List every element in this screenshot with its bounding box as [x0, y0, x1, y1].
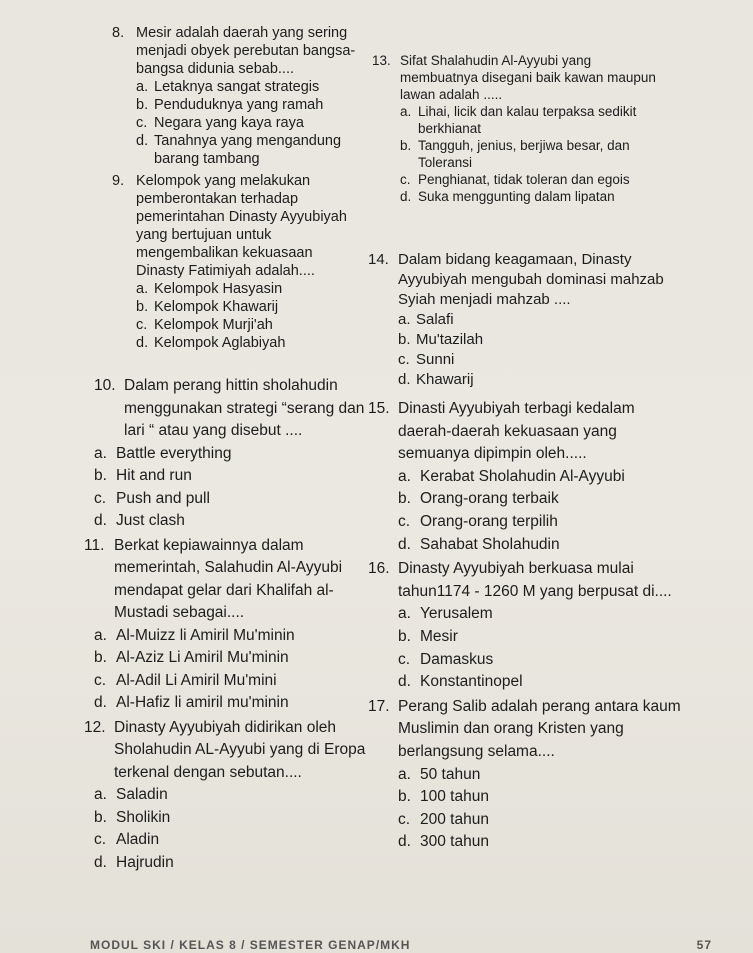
- question-10: [94, 375, 374, 533]
- option-c: c. 200 tahun: [398, 810, 489, 828]
- option-b: b. Mu'tazilah: [398, 331, 484, 348]
- option-a: a. Battle everything: [94, 444, 232, 462]
- question-stem: Kelompok yang melakukan pemberontakan terhadap pemerintahan Dinasty Ayyubiyah yang bertujuan untuk mengembalikan kekuasaan Dinasty Fatimiyah adalah....: [136, 173, 347, 279]
- question-stem: Mesir adalah daerah yang sering menjadi obyek perebutan bangsa-bangsa didunia sebab....: [136, 25, 356, 77]
- page-number: 57: [696, 938, 712, 952]
- question-12: [84, 717, 374, 875]
- option-b: b. Hit and run: [94, 467, 192, 484]
- option-d: d. Kelompok Aglabiyah: [136, 335, 286, 351]
- question-number: 13.: [372, 53, 391, 68]
- question-15: [368, 398, 688, 556]
- question-number: 12.: [84, 718, 106, 736]
- option-d: d. Hajrudin: [94, 853, 174, 871]
- question-stem: Dalam bidang keagamaan, Dinasty Ayyubiyah mengubah dominasi mahzab Syiah menjadi mahzab ....: [398, 251, 664, 308]
- option-a: a. Salafi: [398, 311, 454, 328]
- question-9: [112, 172, 362, 352]
- question-16: [368, 558, 688, 694]
- option-a: a. Al-Muizz li Amiril Mu'minin: [94, 626, 295, 644]
- option-b: b. 100 tahun: [398, 788, 489, 806]
- question-stem: Perang Salib adalah perang antara kaum Muslimin dan orang Kristen yang berlangsung selama....: [398, 697, 681, 760]
- option-c: c. Kelompok Murji'ah: [136, 317, 273, 333]
- option-c: c. Damaskus: [398, 650, 494, 668]
- option-b: b. Kelompok Khawarij: [136, 299, 279, 315]
- option-a: a. Kerabat Sholahudin Al-Ayyubi: [398, 467, 625, 485]
- option-c: c. Push and pull: [94, 489, 210, 507]
- question-number: 9.: [112, 173, 125, 189]
- question-14: [368, 250, 668, 390]
- question-number: 14.: [368, 251, 389, 268]
- option-d: d. Suka menggunting dalam lipatan: [400, 189, 615, 204]
- option-a: a. 50 tahun: [398, 765, 481, 783]
- option-a: a. Lihai, licik dan kalau terpaksa sedikit berkhianat: [400, 104, 637, 136]
- question-stem: Dinasty Ayyubiyah didirikan oleh Sholahudin AL-Ayyubi yang di Eropa terkenal dengan sebutan....: [114, 718, 366, 781]
- question-number: 17.: [368, 697, 390, 715]
- option-c: c. Penghianat, tidak toleran dan egois: [400, 172, 630, 187]
- footer-text: MODUL SKI / KELAS 8 / SEMESTER GENAP/MKH: [90, 938, 411, 952]
- option-d: d. Just clash: [94, 512, 185, 529]
- option-d: d. 300 tahun: [398, 833, 489, 851]
- option-d: d. Sahabat Sholahudin: [398, 535, 560, 553]
- right-column-lower: [368, 398, 688, 856]
- question-number: 16.: [368, 560, 390, 578]
- left-column-lower: [84, 375, 374, 876]
- question-stem: Berkat kepiawainnya dalam memerintah, Salahudin Al-Ayyubi mendapat gelar dari Khalifah al-Mustadi sebagai....: [114, 536, 343, 621]
- option-b: b. Orang-orang terbaik: [398, 490, 559, 508]
- question-11: [84, 535, 374, 715]
- option-b: b. Tangguh, jenius, berjiwa besar, dan Toleransi: [400, 138, 630, 170]
- question-17: [368, 696, 688, 854]
- option-c: c. Sunni: [398, 351, 455, 368]
- option-d: d. Tanahnya yang mengandung barang tambang: [136, 133, 342, 167]
- option-b: b. Penduduknya yang ramah: [136, 97, 324, 113]
- page-footer: [90, 938, 750, 953]
- question-8: [112, 24, 362, 168]
- question-number: 8.: [112, 25, 125, 41]
- right-column-mid: [368, 250, 668, 392]
- option-c: c. Negara yang kaya raya: [136, 115, 304, 131]
- question-stem: Dalam perang hittin sholahudin menggunakan strategi “serang dan lari “ atau yang disebut ....: [124, 377, 365, 439]
- question-stem: Sifat Shalahudin Al-Ayyubi yang membuatnya disegani baik kawan maupun lawan adalah .....: [400, 53, 656, 102]
- option-a: a. Yerusalem: [398, 605, 493, 623]
- question-stem: Dinasty Ayyubiyah berkuasa mulai tahun1174 - 1260 M yang berpusat di....: [398, 560, 672, 600]
- option-a: a. Letaknya sangat strategis: [136, 79, 320, 95]
- option-c: c. Aladin: [94, 831, 160, 848]
- right-column-upper: [372, 52, 662, 207]
- option-d: d. Al-Hafiz li amiril mu'minin: [94, 694, 289, 711]
- option-c: c. Orang-orang terpilih: [398, 512, 558, 530]
- left-column: [112, 24, 362, 354]
- option-d: d. Khawarij: [398, 371, 474, 388]
- option-b: b. Al-Aziz Li Amiril Mu'minin: [94, 649, 289, 666]
- option-a: a. Saladin: [94, 786, 168, 803]
- question-13: [372, 52, 662, 205]
- question-number: 10.: [94, 377, 116, 394]
- option-d: d. Konstantinopel: [398, 673, 523, 691]
- question-number: 15.: [368, 400, 390, 417]
- question-stem: Dinasti Ayyubiyah terbagi kedalam daerah-daerah kekuasaan yang semuanya dipimpin oleh.....: [398, 400, 635, 463]
- option-b: b. Mesir: [398, 627, 458, 645]
- option-c: c. Al-Adil Li Amiril Mu'mini: [94, 671, 277, 689]
- option-b: b. Sholikin: [94, 808, 171, 826]
- option-a: a. Kelompok Hasyasin: [136, 281, 283, 297]
- question-number: 11.: [84, 536, 105, 554]
